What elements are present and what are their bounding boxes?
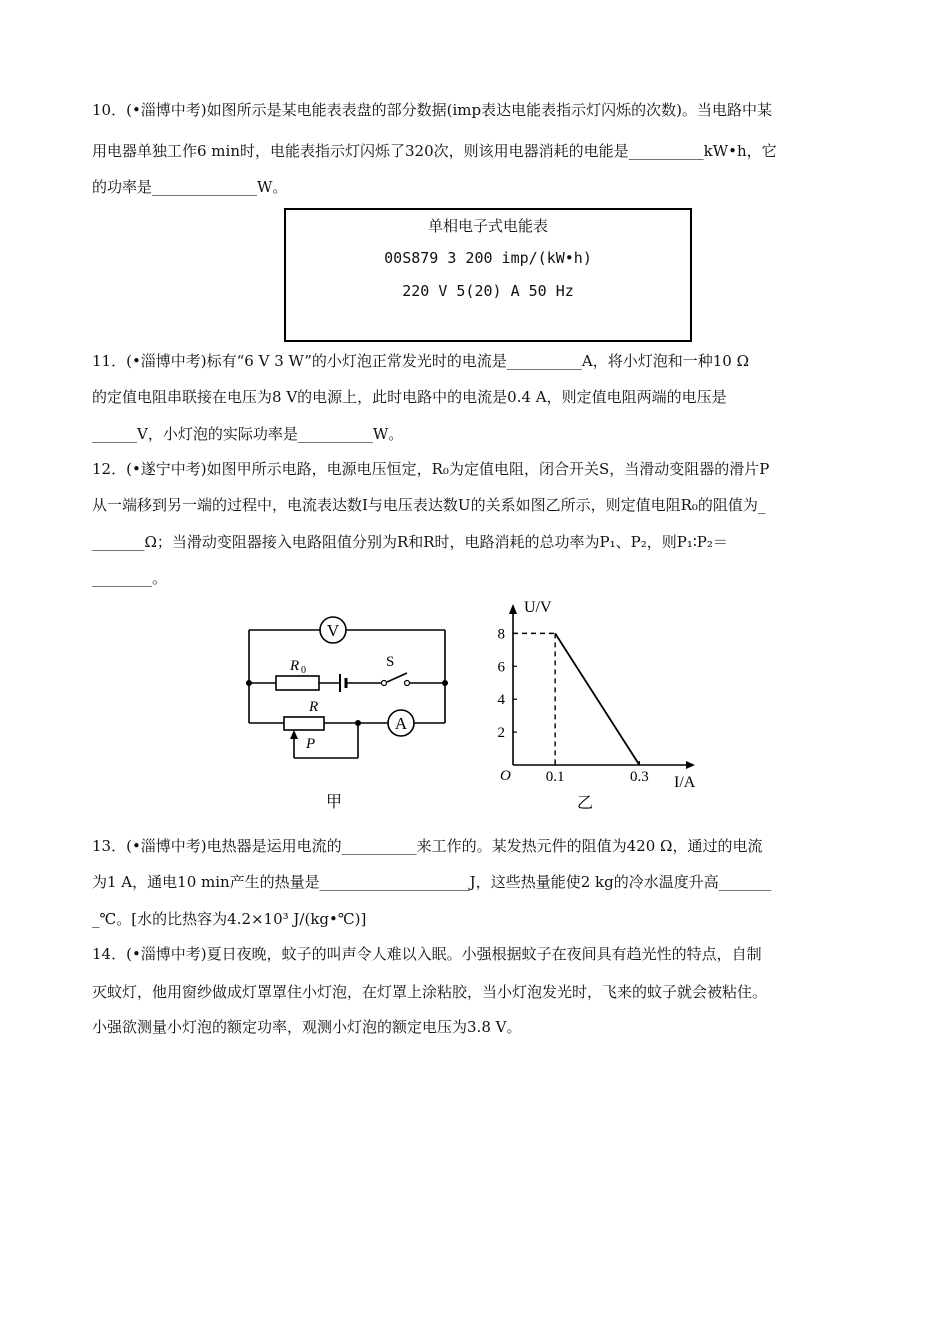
q14-line-3: 小强欲测量小灯泡的额定功率，观测小灯泡的额定电压为3.8 V。 [92,1018,522,1036]
q10-line-1: 10．(•淄博中考)如图所示是某电能表表盘的部分数据(imp表达电能表指示灯闪烁的次数)。当电路中某 [92,101,772,119]
meter-spec-row-1: 00S879 3 200 imp/(kW•h) [384,249,592,267]
meter-spec-row-2: 220 V 5(20) A 50 Hz [402,282,574,300]
q12-line-3: _______Ω；当滑动变阻器接入电路阻值分别为R和R时，电路消耗的总功率为P₁、P₂，则P₁∶P₂＝ [92,533,728,551]
switch-label: S [386,654,395,670]
x-axis-label: I/A [674,774,696,791]
circuit-diagram [240,608,460,818]
q13-line-1: 13．(•淄博中考)电热器是运用电流的__________来工作的。某发热元件的阻值为420 Ω，通过的电流 [92,837,763,855]
origin-label: O [500,768,511,784]
q14-line-2: 灭蚊灯，他用窗纱做成灯罩罩住小灯泡，在灯罩上涂粘胶，当小灯泡发光时，飞来的蚊子就会被粘住。 [92,983,768,1001]
q12-line-2: 从一端移到另一端的过程中，电流表达数I与电压表达数U的关系如图乙所示，则定值电阻R₀的阻值为_ [92,496,766,514]
ui-graph [490,590,720,820]
y-tick-label: 4 [497,692,505,709]
y-axis-label: U/V [524,599,552,616]
q14-line-1: 14．(•淄博中考)夏日夜晚，蚊子的叫声令人难以入眠。小强根据蚊子在夜间具有趋光性的特点，自制 [92,945,762,963]
x-tick-label: 0.1 [545,769,565,785]
graph-caption: 乙 [576,795,594,812]
resistor-r0 [276,676,319,690]
switch-lever [387,673,407,682]
meter-title: 单相电子式电能表 [427,217,548,235]
slider-arrow [290,730,298,739]
x-tick-label: 0.3 [630,769,649,785]
q11-line-2: 的定值电阻串联接在电压为8 V的电源上，此时电路中的电流是0.4 A，则定值电阻两端的电压是 [92,388,727,406]
voltmeter-label: V [326,621,340,640]
q11-line-1: 11．(•淄博中考)标有“6 V 3 W”的小灯泡正常发光时的电流是__________A，将小灯泡和一种10 Ω [92,352,750,370]
y-tick-label: 6 [497,659,505,676]
q11-line-3: ______V，小灯泡的实际功率是__________W。 [92,425,404,443]
energy-meter-panel [284,208,692,342]
q10-line-3: 的功率是______________W。 [92,178,288,196]
series-line-u-i [555,633,639,765]
y-tick-label: 8 [497,626,505,643]
q13-line-2: 为1 A，通电10 min产生的热量是____________________J，这些热量能使2 kg的冷水温度升高_______ [92,873,772,891]
ammeter-label: A [394,714,408,733]
q13-line-3: _℃。[水的比热容为4.2×10³ J/(kg•℃)] [92,910,367,928]
q12-line-1: 12．(•遂宁中考)如图甲所示电路，电源电压恒定，R₀为定值电阻，闭合开关S，当滑动变阻器的滑片P [92,460,770,478]
circuit-caption: 甲 [325,794,343,811]
slider-label: P [306,736,316,752]
y-tick-label: 2 [497,725,505,742]
r0-subscript: 0 [301,665,306,676]
x-axis-arrow [686,761,695,769]
q10-line-2: 用电器单独工作6 min时，电能表指示灯闪烁了320次，则该用电器消耗的电能是__________kW•h，它 [92,142,777,160]
q12-line-4: ________。 [92,569,168,587]
rheostat [284,717,324,730]
rheostat-label: R [309,699,319,715]
r0-label: R [290,658,300,674]
y-axis-arrow [509,604,517,614]
